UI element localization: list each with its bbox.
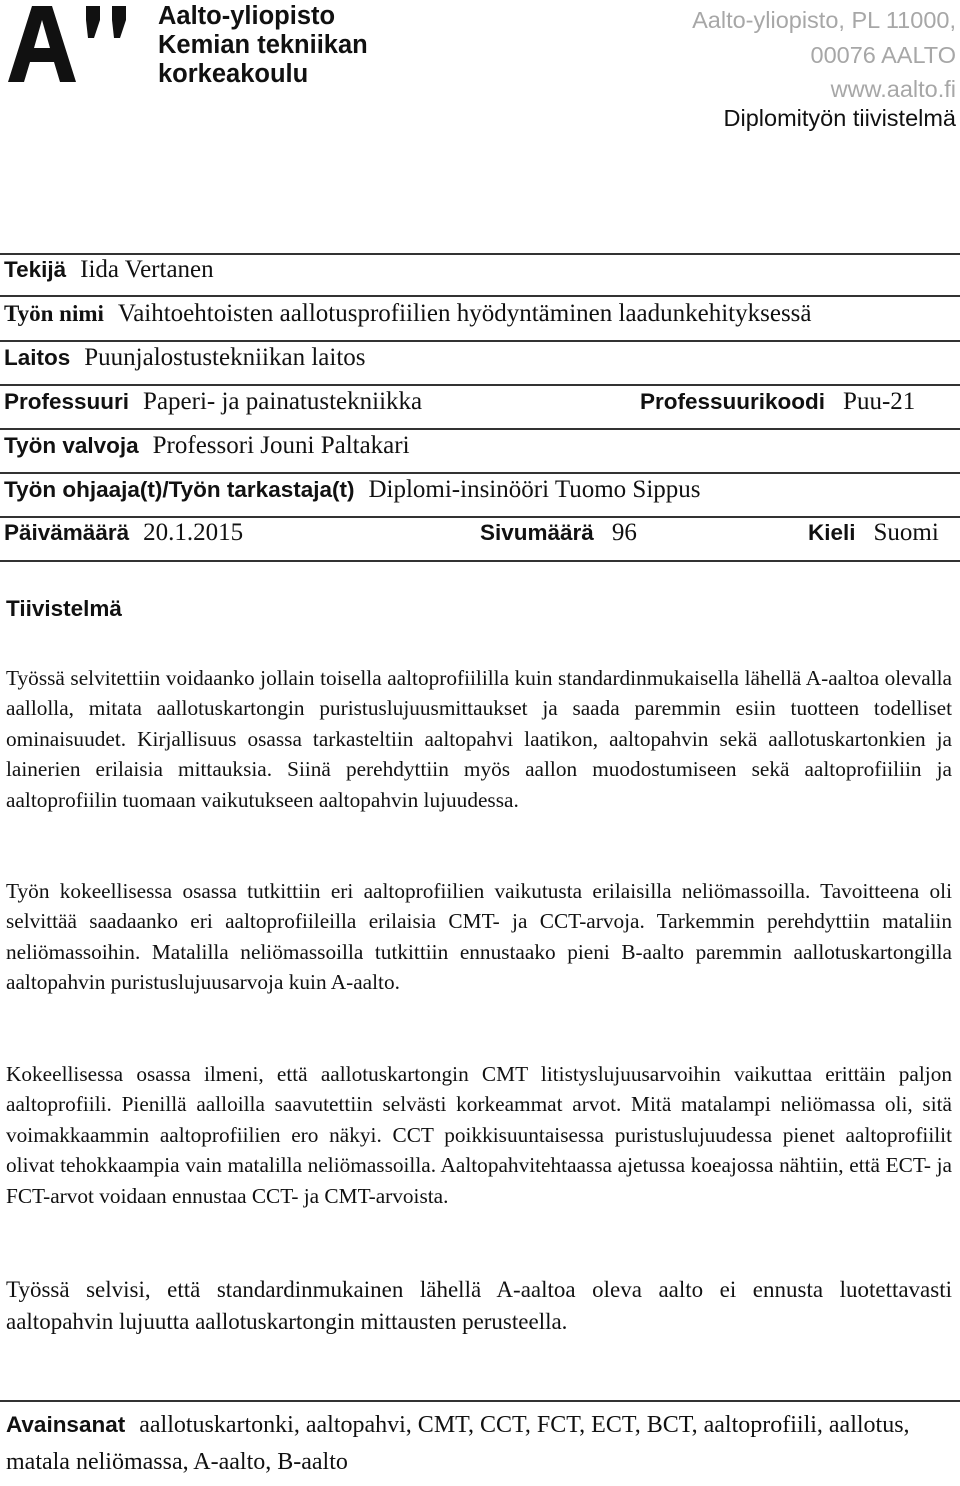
address-line: 00076 AALTO <box>810 41 956 68</box>
author-row <box>4 256 960 284</box>
school-name <box>158 2 368 89</box>
aalto-logo <box>8 4 138 84</box>
abstract-paragraph: Kokeellisessa osassa ilmeni, että aallotuskartongin CMT litistyslujuusarvoihin vaikuttaa erittäin paljon aaltoprofiili. Pienillä aalloilla saavutettiin selvästi korkeammat arvot. Mitä matalampi neliömassa oli, sitä voimakkaammin aaltoprofiilien ero näkyi. CCT poikkisuuntaisessa puristuslujuudessa pienet aaltoprofiilit olivat tehokkaampia vain matalilla neliömassoilla. Aaltopahvitehtaassa ajetussa koeajossa nähtiin, että ECT- ja FCT-arvot voidaan ennustaa CCT- ja CMT-arvoista. <box>6 1062 952 1208</box>
abstract-paragraph: Työssä selvisi, että standardinmukainen lähellä A-aaltoa oleva aalto ei ennusta luotettavasti aaltopahvin lujuutta aallotuskartongin mittausten perusteella. <box>6 1277 952 1334</box>
divider <box>0 516 960 518</box>
keywords <box>6 1407 952 1482</box>
author-value: Iida Vertanen <box>80 256 214 283</box>
divider <box>0 1400 960 1402</box>
advisor-value: Diplomi-insinööri Tuomo Sippus <box>368 476 701 503</box>
professorship-label: Professuuri <box>4 389 130 414</box>
school-name-line: korkeakoulu <box>158 60 309 88</box>
department-label: Laitos <box>4 345 71 370</box>
keywords-label: Avainsanat <box>6 1412 126 1437</box>
professorship-code-label: Professuurikoodi <box>640 389 826 414</box>
advisor-label: Työn ohjaaja(t)/Työn tarkastaja(t) <box>4 477 355 502</box>
document-type: Diplomityön tiivistelmä <box>723 105 956 131</box>
advisor-row <box>4 476 960 504</box>
divider <box>0 472 960 474</box>
title-row <box>4 300 960 328</box>
website-link[interactable]: www.aalto.fi <box>830 76 956 102</box>
department-value: Puunjalostustekniikan laitos <box>84 344 366 371</box>
divider <box>0 428 960 430</box>
supervisor-row <box>4 432 960 460</box>
abstract-paragraph: Työn kokeellisessa osassa tutkittiin eri aaltoprofiilien vaikutusta erilaisilla neliömassoilla. Tavoitteena oli selvittää saadaanko eri aaltoprofiileilla erilaisia CMT- ja CCT-arvoja. Tarkemmin perehdyttiin mataliin neliömassoihin. Matalilla neliömassoilla tutkittiin ennustaako pieni B-aalto paremmin aallotuskartongilla aaltopahvin puristuslujuusarvoja kuin A-aalto. <box>6 879 952 995</box>
divider <box>0 560 960 562</box>
address-block <box>692 3 956 107</box>
supervisor-value: Professori Jouni Paltakari <box>152 432 410 459</box>
language-group <box>808 519 939 547</box>
department-row <box>4 344 960 372</box>
keywords-value: aallotuskartonki, aaltopahvi, CMT, CCT, FCT, ECT, BCT, aaltoprofiili, aallotus, matala neliömassa, A-aalto, B-aalto <box>6 1412 910 1475</box>
title-value: Vaihtoehtoisten aallotusprofiilien hyödyntäminen laadunkehityksessä <box>117 300 812 327</box>
date-row <box>4 519 960 547</box>
pages-label: Sivumäärä <box>480 520 594 545</box>
professorship-value: Paperi- ja painatustekniikka <box>143 388 423 415</box>
school-name-line: Aalto-yliopisto <box>158 2 336 30</box>
divider <box>0 253 960 255</box>
title-label: Työn nimi <box>4 301 104 326</box>
pages-value: 96 <box>611 519 637 546</box>
divider <box>0 295 960 297</box>
date-label: Päivämäärä <box>4 520 130 545</box>
language-value: Suomi <box>873 519 939 546</box>
divider <box>0 384 960 386</box>
abstract-paragraph: Työssä selvitettiin voidaanko jollain toisella aaltoprofiililla kuin standardinmukaisella lähellä A-aaltoa olevalla aallolla, mitata aallotuskartongin puristuslujuusmittaukset ja saada paremmin esiin tuotteen todelliset ominaisuudet. Kirjallisuus osassa tarkasteltiin aaltopahvi laatikon, aaltopahvin sekä aallotuskartonkien ja lainerien erilaisia mittauksia. Siinä perehdyttiin myös aallon muodostumiseen sekä aaltoprofiiliin ja aaltoprofiilin tuomaan vaikutukseen aaltopahvin lujuudessa. <box>6 666 952 812</box>
language-label: Kieli <box>808 520 856 545</box>
professorship-row <box>4 388 960 416</box>
professorship-code-group <box>640 388 915 416</box>
supervisor-label: Työn valvoja <box>4 433 139 458</box>
divider <box>0 340 960 342</box>
abstract-heading: Tiivistelmä <box>6 596 122 621</box>
school-name-line: Kemian tekniikan <box>158 31 368 59</box>
date-value: 20.1.2015 <box>143 519 244 546</box>
professorship-code-value: Puu-21 <box>843 388 916 415</box>
pages-group <box>480 519 637 547</box>
address-line: Aalto-yliopisto, PL 11000, <box>692 7 956 33</box>
author-label: Tekijä <box>4 257 67 282</box>
